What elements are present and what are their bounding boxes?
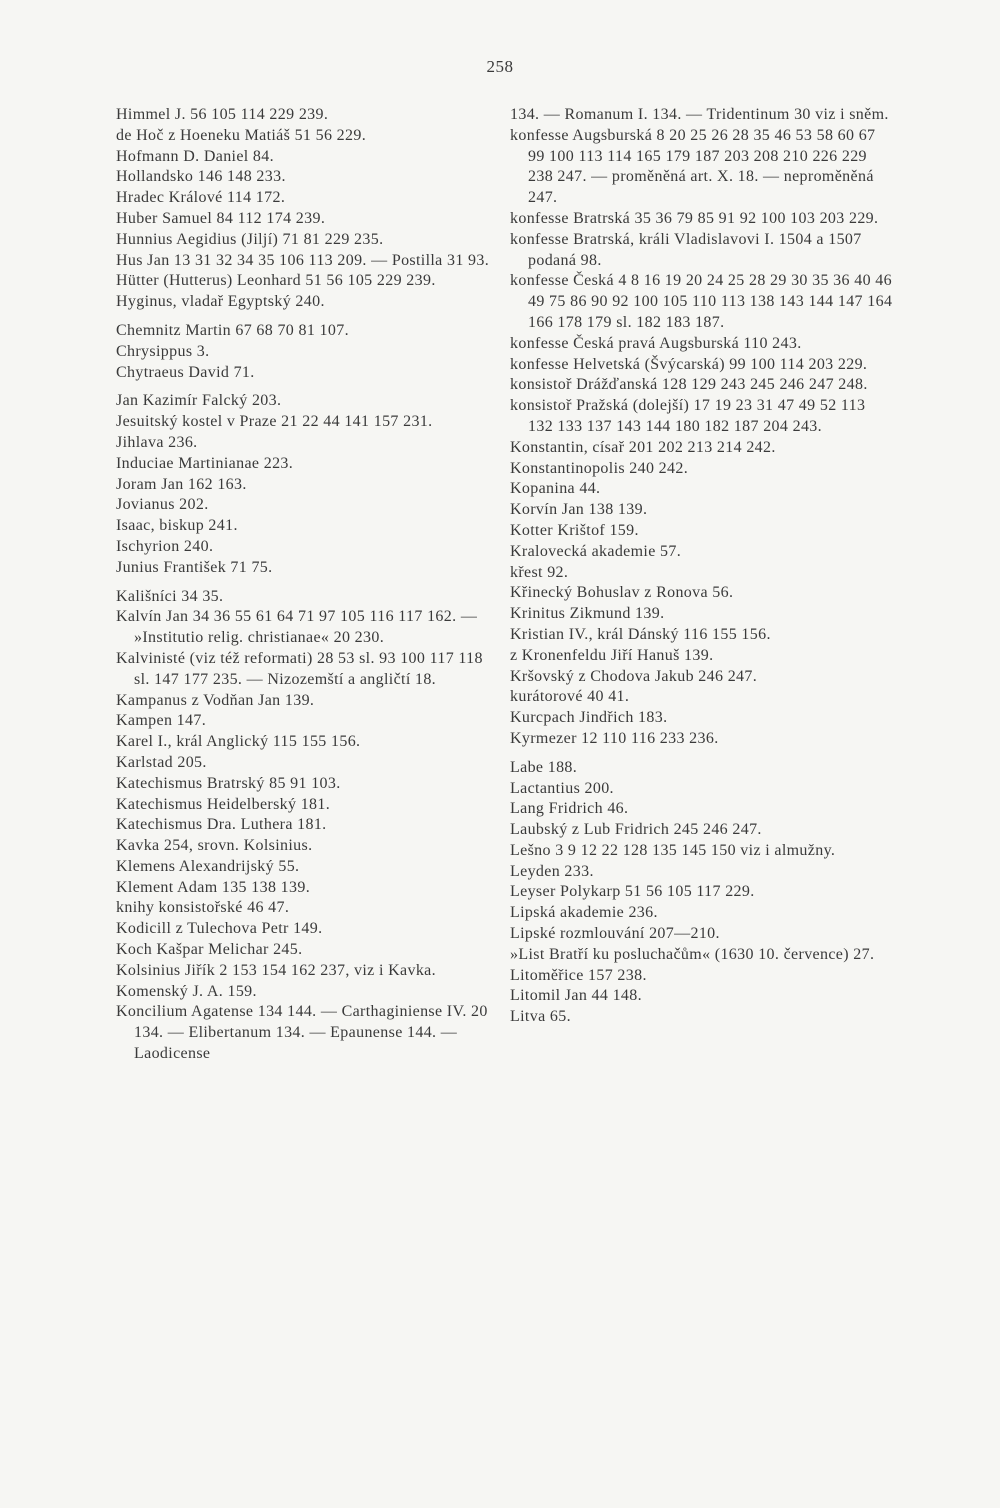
index-entry: kurátorové 40 41. bbox=[510, 688, 630, 706]
index-entry: z Kronenfeldu Jiří Hanuš 139. bbox=[510, 646, 714, 664]
index-entry: křest 92. bbox=[510, 563, 569, 581]
index-column-left bbox=[116, 105, 492, 1073]
index-entry: Ischyrion 240. bbox=[116, 537, 214, 555]
index-entry: konfesse Česká pravá Augsburská 110 243. bbox=[510, 334, 802, 352]
index-entry: konfesse Česká 4 8 16 19 20 24 25 28 29 30 35 36 40 46 49 75 86 90 92 100 105 110 113 138 143 144 147 164 166 178 179 sl. 182 183 187. bbox=[510, 272, 893, 331]
index-entry: Hradec Králové 114 172. bbox=[116, 189, 286, 207]
index-entry: Kršovský z Chodova Jakub 246 247. bbox=[510, 667, 758, 685]
index-entry: Kalvín Jan 34 36 55 61 64 71 97 105 116 117 162. — »Institutio relig. christianae« 20 230. bbox=[116, 608, 478, 647]
index-entry: Chrysippus 3. bbox=[116, 342, 210, 360]
index-entry: konfesse Bratrská, králi Vladislavovi I. 1504 a 1507 podaná 98. bbox=[510, 230, 862, 269]
index-entry: Isaac, biskup 241. bbox=[116, 517, 238, 535]
index-entry: konsistoř Drážďanská 128 129 243 245 246 247 248. bbox=[510, 376, 868, 394]
index-entry: Konstantin, císař 201 202 213 214 242. bbox=[510, 438, 776, 456]
index-entry: Jihlava 236. bbox=[116, 433, 198, 451]
index-entry: Lešno 3 9 12 22 128 135 145 150 viz i almužny. bbox=[510, 841, 836, 859]
index-letter-group bbox=[116, 391, 492, 578]
index-letter-group bbox=[510, 758, 894, 1028]
index-letter-group bbox=[116, 587, 492, 1065]
page-number: 258 bbox=[486, 57, 514, 76]
index-entry: Klement Adam 135 138 139. bbox=[116, 878, 311, 896]
index-entry: Litomil Jan 44 148. bbox=[510, 987, 642, 1005]
index-entry: knihy konsistořské 46 47. bbox=[116, 899, 290, 917]
index-entry: Litoměřice 157 238. bbox=[510, 966, 647, 984]
index-entry: Kampen 147. bbox=[116, 712, 207, 730]
index-entry: Lactantius 200. bbox=[510, 779, 614, 797]
index-entry: 134. — Romanum I. 134. — Tridentinum 30 viz i sněm. bbox=[510, 106, 889, 123]
index-entry: »List Bratří ku posluchačům« (1630 10. července) 27. bbox=[510, 945, 875, 963]
index-entry: Hunnius Aegidius (Jiljí) 71 81 229 235. bbox=[116, 230, 384, 248]
index-entry: konsistoř Pražská (dolejší) 17 19 23 31 47 49 52 113 132 133 137 143 144 180 182 187 204 243. bbox=[510, 397, 866, 435]
index-letter-group bbox=[116, 105, 492, 313]
index-entry: Chytraeus David 71. bbox=[116, 363, 255, 381]
index-entry: Hollandsko 146 148 233. bbox=[116, 168, 286, 186]
index-entry: Koncilium Agatense 134 144. — Carthaginiense IV. 20 134. — Elibertanum 134. — Epaunense 144. — Laodicense bbox=[116, 1003, 488, 1063]
index-entry: konfesse Augsburská 8 20 25 26 28 35 46 53 58 60 67 99 100 113 114 165 179 187 203 208 210 226 229 238 247. — proměněná art. X. 18. — neproměněná 247. bbox=[510, 126, 876, 207]
index-entry: Kalvinisté (viz též reformati) 28 53 sl. 93 100 117 118 sl. 147 177 235. — Nizozemští a angličtí 18. bbox=[116, 649, 483, 688]
index-entry: Labe 188. bbox=[510, 758, 578, 776]
index-entry: Hofmann D. Daniel 84. bbox=[116, 147, 274, 165]
index-entry: Katechismus Heidelberský 181. bbox=[116, 795, 331, 813]
index-entry: Křinecký Bohuslav z Ronova 56. bbox=[510, 584, 734, 602]
index-entry: de Hoč z Hoeneku Matiáš 51 56 229. bbox=[116, 126, 367, 144]
index-entry: Hus Jan 13 31 32 34 35 106 113 209. — Postilla 31 93. bbox=[116, 251, 490, 269]
index-entry: Chemnitz Martin 67 68 70 81 107. bbox=[116, 321, 349, 339]
index-entry: Huber Samuel 84 112 174 239. bbox=[116, 209, 326, 227]
index-entry: konfesse Bratrská 35 36 79 85 91 92 100 103 203 229. bbox=[510, 209, 879, 227]
index-entry: Katechismus Dra. Luthera 181. bbox=[116, 816, 327, 834]
index-entry: Katechismus Bratrský 85 91 103. bbox=[116, 774, 341, 792]
index-entry: Kristian IV., král Dánský 116 155 156. bbox=[510, 625, 771, 643]
index-entry: Laubský z Lub Fridrich 245 246 247. bbox=[510, 821, 762, 839]
index-entry: Kralovecká akademie 57. bbox=[510, 542, 682, 560]
index-entry: Jovianus 202. bbox=[116, 496, 209, 514]
index-entry: Korvín Jan 138 139. bbox=[510, 501, 648, 519]
index-entry: Joram Jan 162 163. bbox=[116, 475, 247, 493]
index-entry: Kampanus z Vodňan Jan 139. bbox=[116, 691, 315, 709]
index-entry: Kurcpach Jindřich 183. bbox=[510, 709, 668, 727]
index-entry: Kolsinius Jiřík 2 153 154 162 237, viz i Kavka. bbox=[116, 961, 436, 979]
index-entry: konfesse Helvetská (Švýcarská) 99 100 114 203 229. bbox=[510, 355, 868, 373]
index-entry: Kališníci 34 35. bbox=[116, 587, 224, 605]
index-entry: Kopanina 44. bbox=[510, 480, 601, 498]
index-entry: Leyden 233. bbox=[510, 862, 594, 880]
index-entry: Kotter Krištof 159. bbox=[510, 521, 639, 539]
index-letter-group bbox=[116, 321, 492, 383]
index-entry: Kyrmezer 12 110 116 233 236. bbox=[510, 729, 719, 747]
index-entry: Litva 65. bbox=[510, 1008, 571, 1026]
index-entry: Konstantinopolis 240 242. bbox=[510, 459, 689, 477]
index-entry: Komenský J. A. 159. bbox=[116, 982, 257, 1000]
index-entry: Induciae Martinianae 223. bbox=[116, 454, 294, 472]
index-entry: Junius František 71 75. bbox=[116, 558, 273, 576]
index-entry: Kodicill z Tulechova Petr 149. bbox=[116, 920, 323, 938]
index-column-right bbox=[510, 105, 894, 1036]
index-entry: Hyginus, vladař Egyptský 240. bbox=[116, 293, 325, 311]
index-entry: Jesuitský kostel v Praze 21 22 44 141 157 231. bbox=[116, 413, 433, 431]
index-entry: Krinitus Zikmund 139. bbox=[510, 605, 665, 623]
index-entry: Koch Kašpar Melichar 245. bbox=[116, 941, 303, 959]
index-entry: Karlstad 205. bbox=[116, 753, 207, 771]
index-entry: Leyser Polykarp 51 56 105 117 229. bbox=[510, 883, 755, 901]
index-entry: Lipská akademie 236. bbox=[510, 904, 658, 922]
index-entry: Kavka 254, srovn. Kolsinius. bbox=[116, 837, 313, 855]
index-entry: Himmel J. 56 105 114 229 239. bbox=[116, 106, 329, 123]
index-entry: Hütter (Hutterus) Leonhard 51 56 105 229 239. bbox=[116, 272, 436, 290]
index-entry: Lipské rozmlouvání 207—210. bbox=[510, 925, 720, 943]
index-entry: Karel I., král Anglický 115 155 156. bbox=[116, 733, 361, 751]
index-entry: Klemens Alexandrijský 55. bbox=[116, 857, 300, 875]
index-letter-group bbox=[510, 105, 894, 750]
index-entry: Lang Fridrich 46. bbox=[510, 800, 629, 818]
index-entry: Jan Kazimír Falcký 203. bbox=[116, 392, 282, 410]
